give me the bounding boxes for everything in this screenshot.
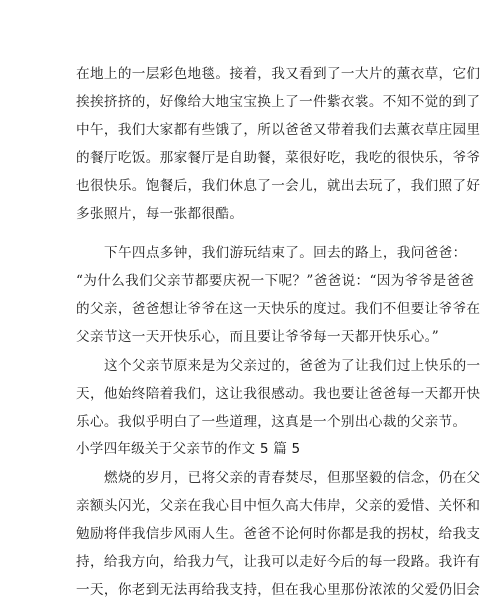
paragraph-1-line: 挨挨挤挤的，好像给大地宝宝换上了一件紫衣裳。不知不觉的到了: [76, 94, 481, 110]
paragraph-2-line: 的父亲，爸爸想让爷爷在这一天快乐的度过。我们不但要让爷爷在: [76, 301, 481, 317]
paragraph-2-line: “为什么我们父亲节都要庆祝一下呢？”爸爸说：“因为爷爷是爸爸: [76, 273, 475, 289]
paragraph-4-line: 一天，你老到无法再给我支持，但在我心里那份浓浓的父爱仍旧会: [76, 582, 481, 598]
paragraph-4-line: 燃烧的岁月，已将父亲的青春焚尽，但那坚毅的信念，仍在父: [104, 470, 481, 486]
paragraph-2-line: 父亲节这一天开快乐心，而且要让爷爷每一天都开快乐心。”: [76, 329, 440, 345]
paragraph-3-line: 天，他始终陪着我们，这让我很感动。我也要让爸爸每一天都开快: [76, 386, 481, 402]
paragraph-4-line: 亲额头闪光，父亲在我心目中恒久高大伟岸，父亲的爱惜、关怀和: [76, 498, 481, 514]
paragraph-1-line: 多张照片，每一张都很酷。: [76, 206, 244, 222]
paragraph-1-line: 也很快乐。饱餐后，我们休息了一会儿，就出去玩了，我们照了好: [76, 178, 481, 194]
paragraph-1-line: 在地上的一层彩色地毯。接着，我又看到了一大片的薰衣草，它们: [76, 66, 481, 82]
paragraph-4-line: 勉励将伴我信步风雨人生。爸爸不论何时你都是我的拐杖，给我支: [76, 526, 481, 542]
section-heading: 小学四年级关于父亲节的作文 5 篇 5: [76, 441, 301, 457]
paragraph-1-line: 中午，我们大家都有些饿了，所以爸爸又带着我们去薰衣草庄园里: [76, 122, 481, 138]
paragraph-4-line: 持，给我方向，给我力气，让我可以走好今后的每一段路。我许有: [76, 554, 481, 570]
paragraph-3-line: 这个父亲节原来是为父亲过的，爸爸为了让我们过上快乐的一: [104, 358, 481, 374]
paragraph-2-line: 下午四点多钟，我们游玩结束了。回去的路上，我问爸爸：: [104, 245, 467, 261]
paragraph-1-line: 的餐厅吃饭。那家餐厅是自助餐，菜很好吃，我吃的很快乐，爷爷: [76, 150, 481, 166]
paragraph-3-line: 乐心。我似乎明白了一些道理，这真是一个别出心裁的父亲节。: [76, 414, 467, 430]
